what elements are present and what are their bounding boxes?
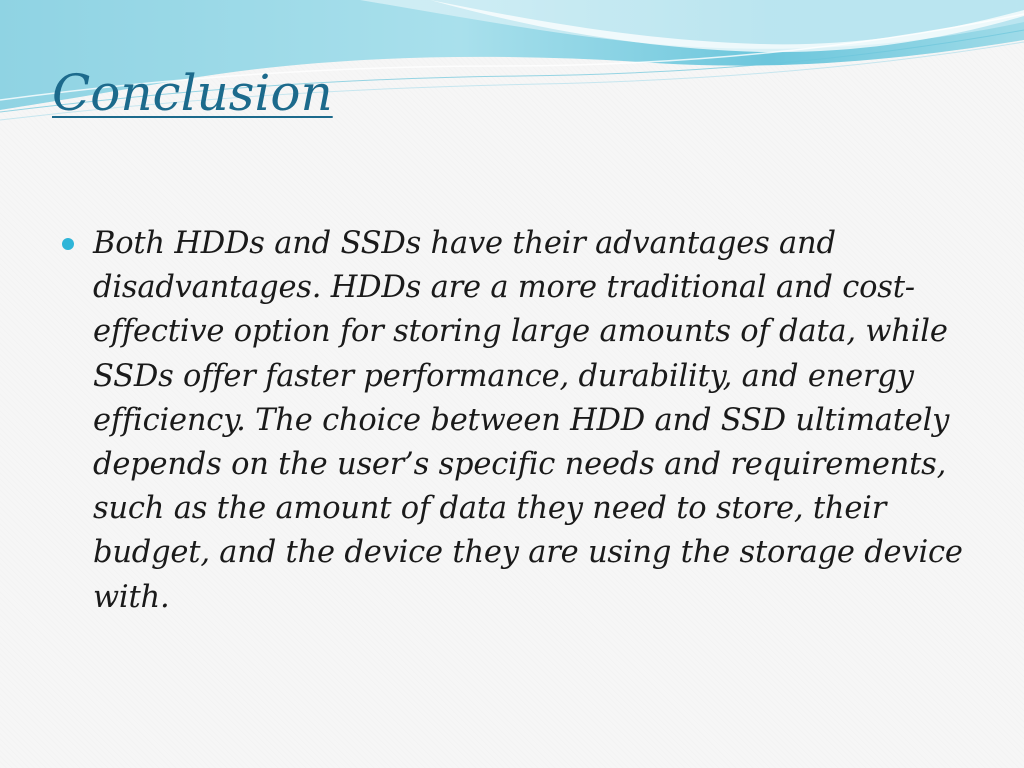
slide-content	[60, 222, 980, 620]
bullet-item	[60, 222, 980, 620]
slide-title: Conclusion	[52, 64, 333, 122]
bullet-dot-icon	[62, 238, 74, 250]
bullet-text: Both HDDs and SSDs have their advantages and disadvantages. HDDs are a more traditional and cost-effective option for storing large amounts of data, while SSDs offer faster performance, durability, and energy efficiency. The choice between HDD and SSD ultimately depends on the user’s specific needs and requirements, such as the amount of data they need to store, their budget, and the device they are using the storage device with.	[93, 226, 963, 615]
